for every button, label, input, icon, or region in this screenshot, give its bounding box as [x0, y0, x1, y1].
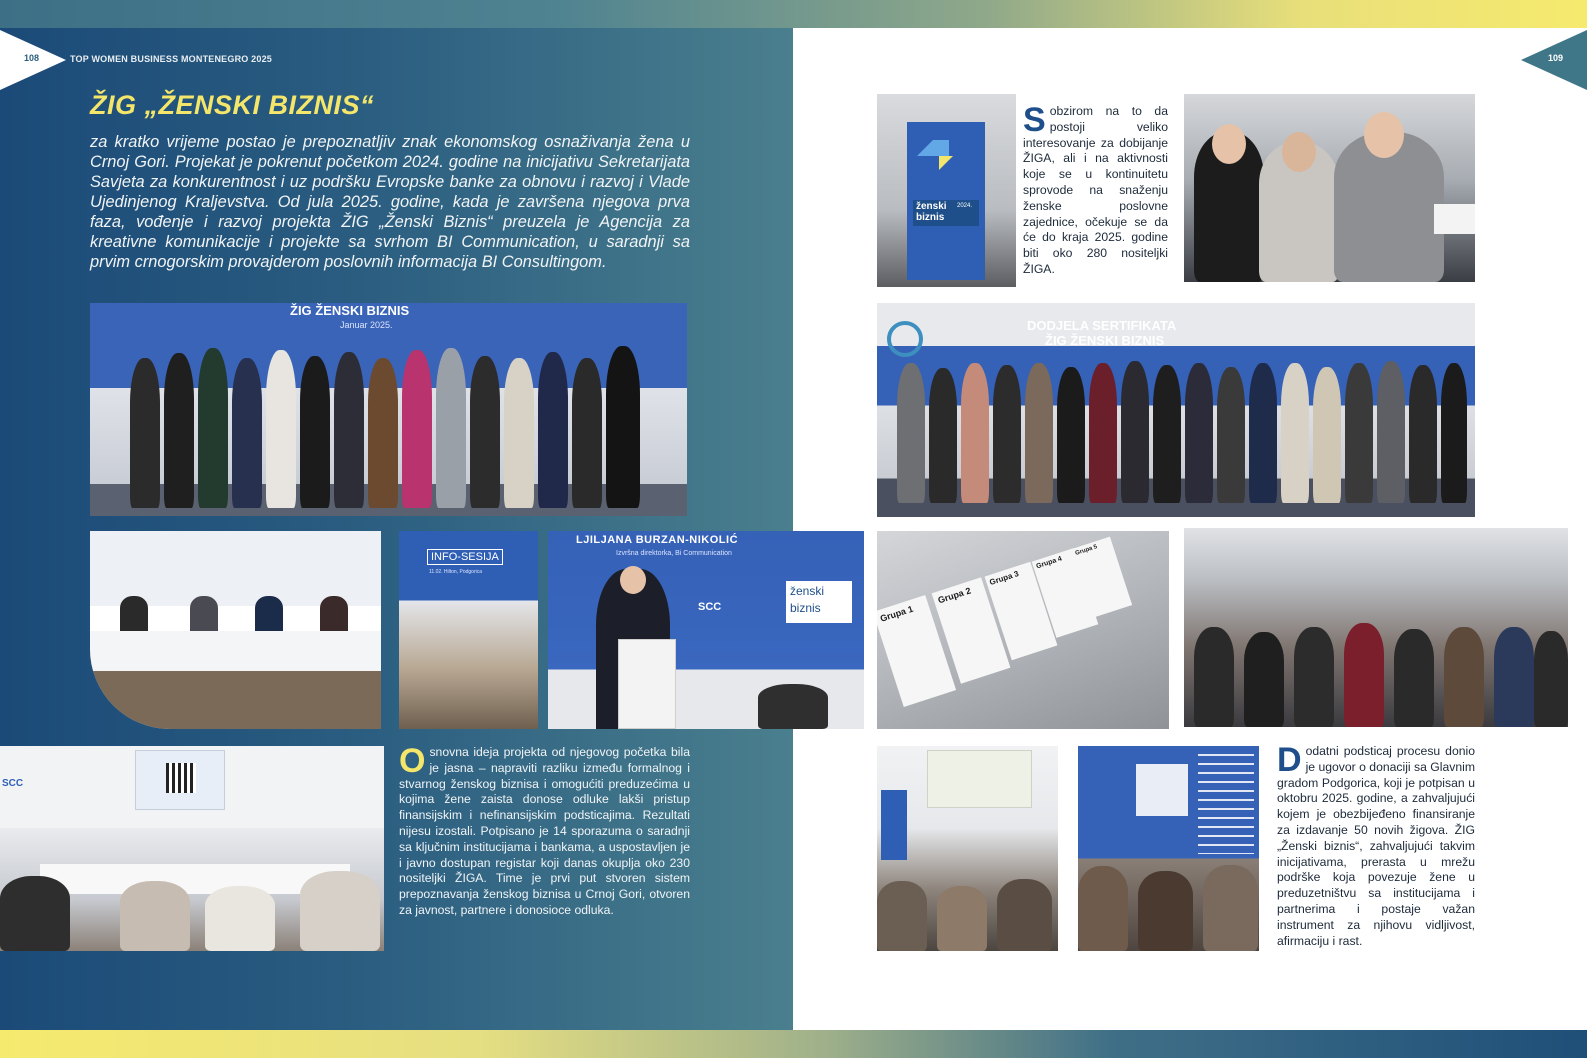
scc-banner-text: SCC [2, 778, 24, 789]
photo-conference-audience [0, 746, 384, 951]
people-row-2 [897, 353, 1467, 503]
top-gradient-band [0, 0, 1587, 28]
article-paragraph-1: Osnovna ideja projekta od njegovog početka bila je jasna – napraviti razliku između formalnog i stvarnog ženskog biznisa i omogućiti preduzećima u kojima žene zaista donose odluke lakši pristup finansijskim i nefinansijskim podsticajima. Rezultati nijesu izostali. Potpisano je 14 sporazuma o saradnji sa ključnim institucijama i bankama, a uspostavljen je i javno dostupan registar koji danas okuplja oko 230 nositeljki ŽIGA. Time je prvi put stvoren sistem prepoznavanja ženskog biznisa u Crnoj Gori, otvoren za javnost, partnere i donosioce odluka. [399, 742, 690, 917]
photo-group-cards: Grupa 1 Grupa 2 Grupa 3 Grupa 4 Grupa 5 [877, 531, 1169, 729]
info-session-title: INFO-SESIJA [427, 549, 503, 565]
photo-group-certificates-1 [90, 303, 687, 516]
screen-logo-box [1136, 764, 1188, 816]
presentation-screen [927, 750, 1032, 808]
running-title: TOP WOMEN BUSINESS MONTENEGRO 2025 [70, 54, 273, 64]
photo-flag [877, 94, 1016, 287]
people-row [130, 343, 650, 508]
podium [618, 639, 676, 729]
photo-auditorium [877, 746, 1058, 951]
photo-panel-discussion [90, 531, 381, 729]
speaker-name: LJILJANA BURZAN-NIKOLIĆ [576, 534, 739, 546]
photo-speaker [548, 531, 864, 729]
paragraph-1-initial: O [399, 742, 426, 780]
photo-banner-line2: ŽIG ŽENSKI BIZNIS [1045, 333, 1165, 348]
flag-banner: ženski biznis 2024. [907, 122, 985, 280]
screen-logo: ženski biznis [786, 581, 852, 623]
speaker-role: Izvršna direktorka, Bi Communication [616, 550, 732, 557]
photo-group-certificates-2 [877, 303, 1475, 517]
technopark-logo [887, 321, 923, 357]
paragraph-2-initial: S [1023, 101, 1046, 139]
article-title: ŽIG „ŽENSKI BIZNIS“ [90, 90, 375, 120]
presentation-screen [135, 750, 225, 810]
info-session-subtitle: 11.02. Hilton, Podgorica [429, 569, 482, 575]
photo-presentation-screen [1078, 746, 1259, 951]
photo-audience-closeup [1184, 94, 1475, 282]
article-paragraph-2: Sobzirom na to da postoji veliko interesovanje za dobijanje ŽIGA, ali i na aktivnosti koje se u kontinuitetu sprovode na snaženju ženske poslovne zajednice, očekuje se da će do kraja 2025. godine biti oko 280 nositeljki ŽIGA. [1023, 101, 1168, 276]
article-paragraph-3: Dodatni podsticaj procesu donio je ugovor o donaciji sa Glavnim gradom Podgorica, koji je potpisan u oktobru 2025. godine, a zahvaljujući kojem je obezbijeđeno finansiranje za izdavanje 50 novih žigova. ŽIG „Ženski biznis“, zahvaljujući takvim inicijativama, prerasta u mrežu podrške koja povezuje žene u preduzetništvu sa institucijama i partnerima i postaje važan instrument za njihovu vidljivost, afirmaciju i rast. [1277, 741, 1475, 948]
bottom-gradient-band [0, 1030, 1587, 1058]
photo-banner-line1: DODJELA SERTIFIKATA [1027, 318, 1177, 333]
photo-banner-text: ŽIG ŽENSKI BIZNIS [290, 303, 410, 318]
photo-seated-audience [1184, 528, 1568, 727]
paragraph-3-initial: D [1277, 741, 1302, 779]
article-lead: za kratko vrijeme postao je prepoznatljiv znak ekonomskog osnaživanja žena u Crnoj Gori. Projekat je pokrenut početkom 2024. godine na inicijativu Sekretarijata Savjeta za konkurentnost i uz podršku Evropske banke za obnovu i razvoj i Vlade Ujedinjenog Kraljevstva. Od jula 2025. godine, kada je završena njegova prva faza, vođenje i razvoj projekta ŽIG „Ženski Biznis“ preuzela je Agencija za kreativne komunikacije i projekte sa svrhom BI Communication, u saradnji sa prvim crnogorskim provajderom poslovnih informacija BI Consultingom. [90, 133, 690, 271]
photo-info-session [399, 531, 538, 729]
left-page-number: 108 [24, 53, 40, 63]
scc-logo-text: SCC [698, 601, 722, 613]
photo-banner-subtext: Januar 2025. [340, 320, 393, 330]
right-page-number: 109 [1548, 53, 1564, 63]
